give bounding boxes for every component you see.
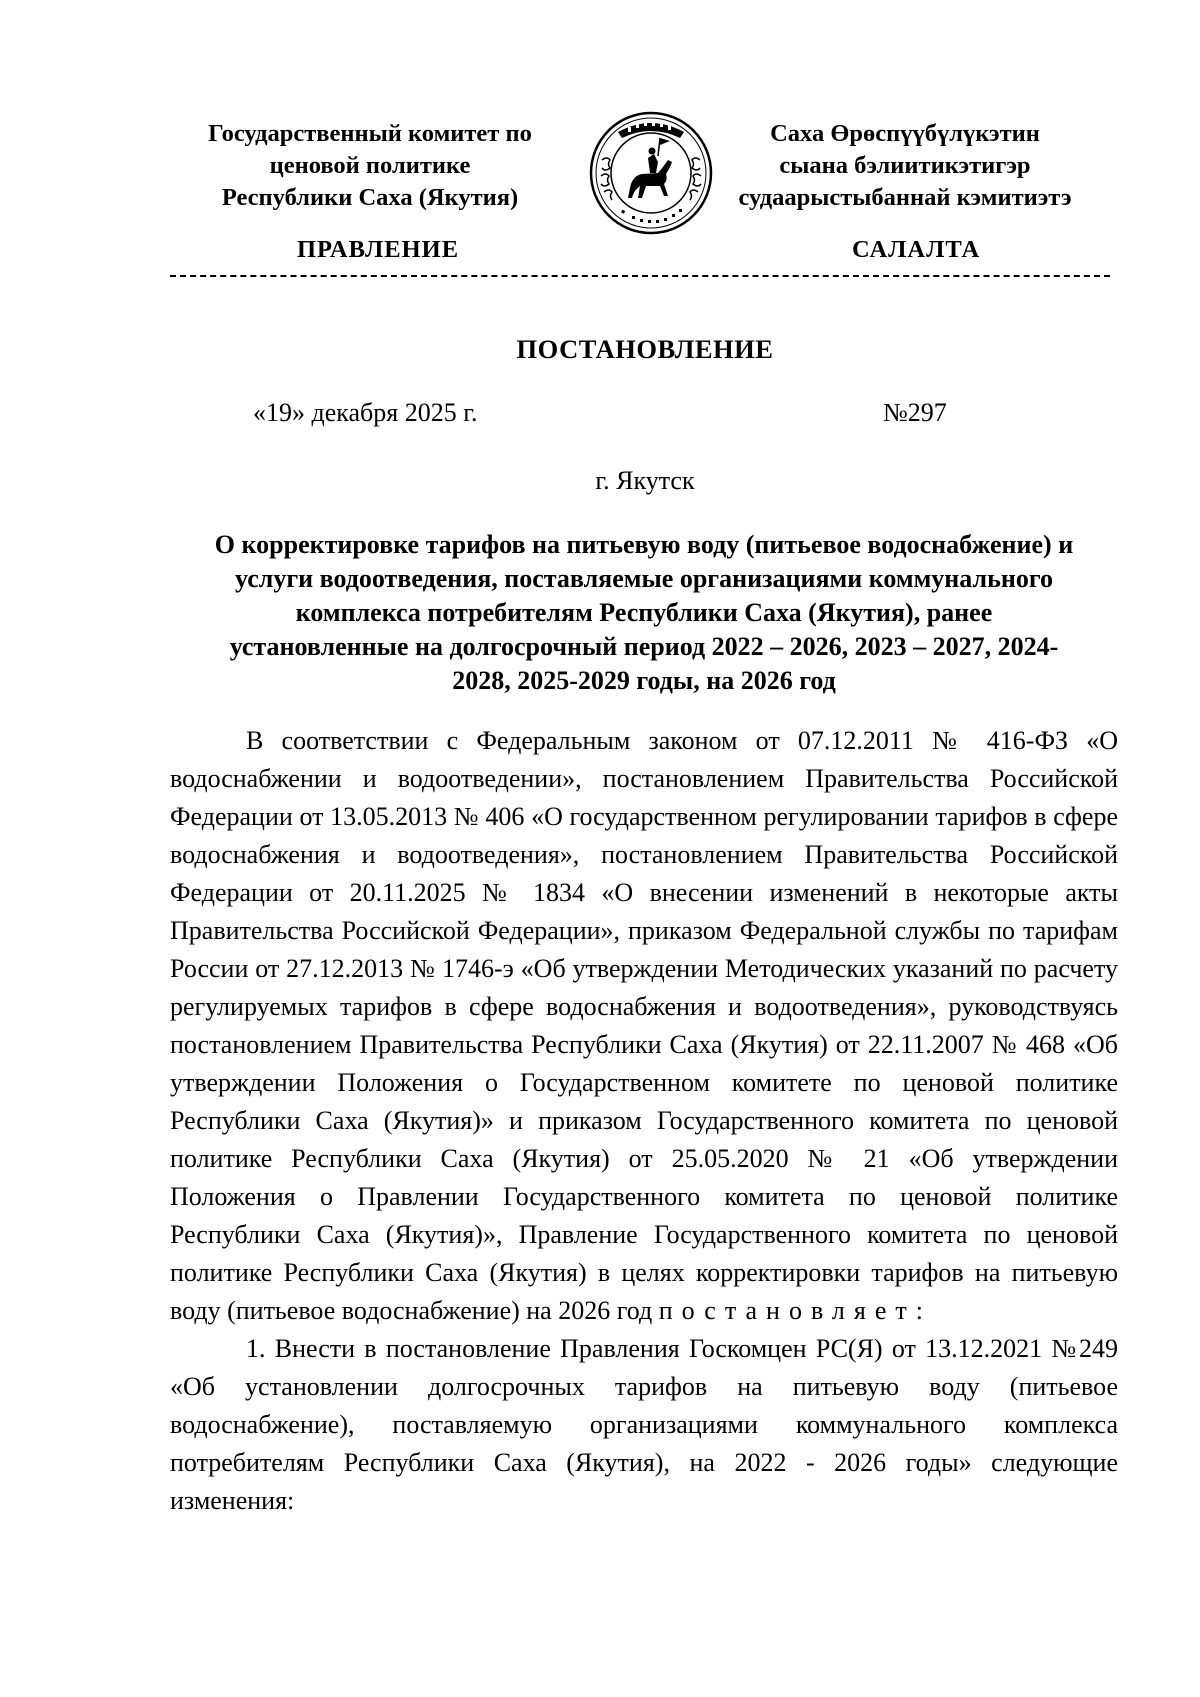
- org-name-line: Республики Саха (Якутия): [221, 184, 519, 211]
- org-name-yakut: [710, 118, 1100, 214]
- org-name-russian: [170, 118, 570, 214]
- org-name-line: Государственный комитет по: [208, 120, 532, 147]
- org-name-line: ценовой политике: [269, 152, 471, 179]
- org-name-line: судаарыстыбаннай кэмитиэтэ: [738, 184, 1072, 211]
- subject-line: О корректировке тарифов на питьевую воду (питьевое водоснабжение) и: [214, 530, 1074, 559]
- resolves-word: постановляет:: [658, 1296, 932, 1325]
- org-name-line: Саха Өрөспүүбүлүкэтин: [770, 120, 1040, 147]
- org-name-line: сыана бэлиитикэтигэр: [779, 152, 1031, 179]
- item-1-paragraph: 1. Внести в постановление Правления Госкомцен РС(Я) от 13.12.2021 №249 «Об установлении долгосрочных тарифов на питьевую воду (питьевое водоснабжение), поставляемую организациями коммунального комплекса потребителям Республики Саха (Якутия), на 2022 - 2026 годы» следующие изменения:: [170, 1334, 1118, 1515]
- document-city: г. Якутск: [595, 466, 695, 495]
- board-label-russian: ПРАВЛЕНИЕ: [297, 236, 460, 263]
- document-type-title: ПОСТАНОВЛЕНИЕ: [516, 334, 774, 364]
- document-number: №297: [883, 398, 947, 427]
- preamble-text: В соответствии с Федеральным законом от 07.12.2011 № 416-ФЗ «О водоснабжении и водоотведении», постановлением Правительства Российской Федерации от 13.05.2013 № 406 «О государственном регулировании тарифов в сфере водоснабжения и водоотведения», постановлением Правительства Российской Федерации от 20.11.2025 № 1834 «О внесении изменений в некоторые акты Правительства Российской Федерации», приказом Федеральной службы по тарифам России от 27.12.2013 № 1746-э «Об утверждении Методических указаний по расчету регулируемых тарифов в сфере водоснабжения и водоотведения», руководствуясь постановлением Правительства Республики Саха (Якутия) от 22.11.2007 № 468 «Об утверждении Положения о Государственном комитете по ценовой политике Республики Саха (Якутия)» и приказом Государственного комитета по ценовой политике Республики Саха (Якутия) от 25.05.2020 № 21 «Об утверждении Положения о Правлении Государственного комитета по ценовой политике Республики Саха (Якутия)», Правление Государственного комитета по ценовой политике Республики Саха (Якутия) в целях корректировки тарифов на питьевую воду (питьевое водоснабжение) на 2026 год: [170, 726, 1118, 1325]
- document-subject: [170, 528, 1118, 698]
- preamble-paragraph: [170, 722, 1118, 1330]
- subject-line: услуги водоотведения, поставляемые организациями коммунального: [235, 564, 1053, 593]
- board-label-yakut: САЛАЛТА: [852, 236, 981, 263]
- coat-of-arms-icon: [588, 110, 714, 236]
- dashed-divider: [170, 275, 1110, 277]
- subject-line: комплекса потребителям Республики Саха (Якутия), ранее: [295, 598, 993, 627]
- subject-line: установленные на долгосрочный период 2022 – 2026, 2023 – 2027, 2024-: [229, 632, 1059, 661]
- document-body: [170, 722, 1118, 1520]
- document-date: «19» декабря 2025 г.: [253, 398, 478, 427]
- subject-line: 2028, 2025-2029 годы, на 2026 год: [452, 666, 836, 695]
